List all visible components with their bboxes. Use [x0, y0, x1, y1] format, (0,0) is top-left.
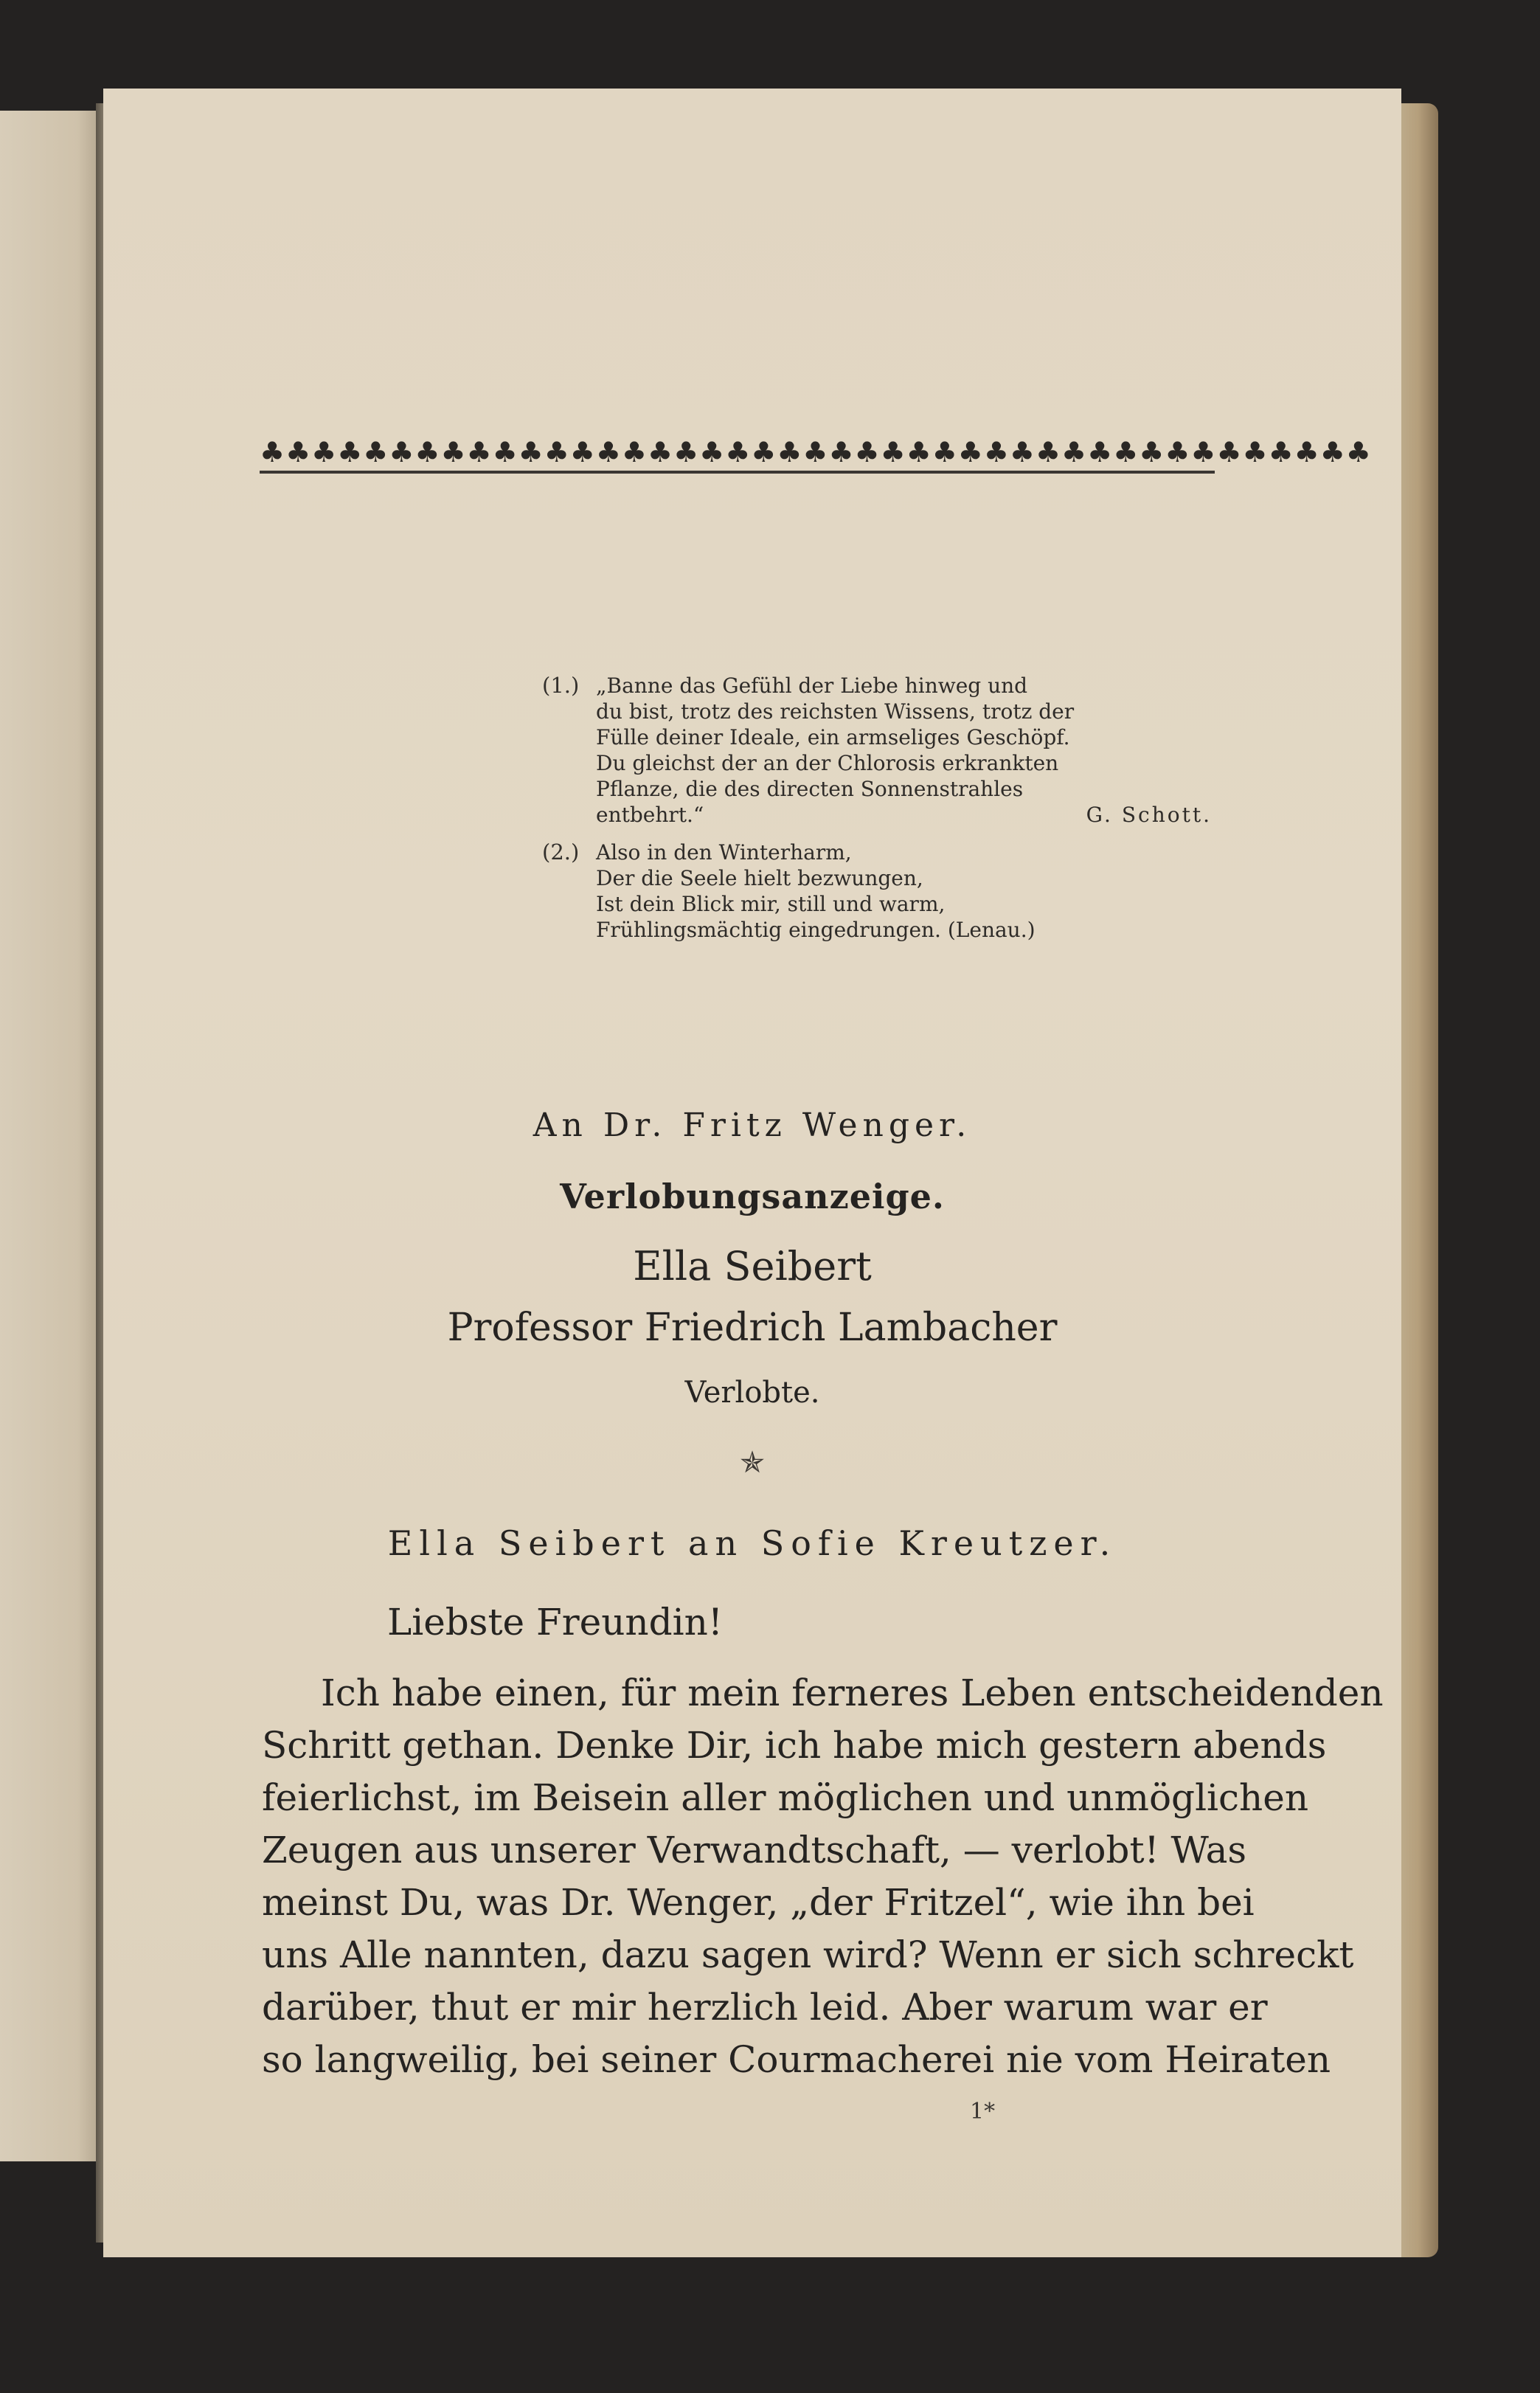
footnote-1-line: Pflanze, die des directen Sonnenstrahles: [596, 777, 1024, 801]
star-ornament-icon: ✯: [740, 1446, 765, 1480]
footnote-1-line: du bist, trotz des reichsten Wissens, trotz der: [596, 699, 1075, 724]
announcement-title: Verlobungsanzeige.: [560, 1177, 945, 1216]
name-friedrich-lambacher: Professor Friedrich Lambacher: [447, 1306, 1058, 1350]
letter-body: [262, 1667, 1384, 2086]
body-line: so langweilig, bei seiner Courmacherei nie vom Heiraten: [262, 2038, 1331, 2081]
footnote-2: [596, 839, 1212, 943]
letter-heading: Ella Seibert an Sofie Kreutzer.: [387, 1523, 1117, 1563]
footnote-2-line: Frühlingsmächtig eingedrungen. (Lenau.): [596, 918, 1036, 942]
signature-mark: 1*: [970, 2099, 996, 2124]
name-ella-seibert: Ella Seibert: [633, 1243, 872, 1289]
salutation: Liebste Freundin!: [387, 1601, 723, 1644]
footnote-1-line: Du gleichst der an der Chlorosis erkrankten: [596, 751, 1059, 775]
body-line: Ich habe einen, für mein ferneres Leben entscheidenden: [321, 1672, 1384, 1714]
engaged-label: Verlobte.: [684, 1376, 820, 1410]
footnote-1-line: Fülle deiner Ideale, ein armseliges Geschöpf.: [596, 725, 1070, 749]
body-line: darüber, thut er mir herzlich leid. Aber warum war er: [262, 1986, 1268, 2029]
footnote-1-ending: entbehrt.“: [596, 803, 704, 827]
footnote-2-line: Der die Seele hielt bezwungen,: [596, 866, 923, 890]
footnote-1-line: „Banne das Gefühl der Liebe hinweg und: [596, 673, 1028, 698]
footnote-2-line: Ist dein Blick mir, still und warm,: [596, 892, 946, 916]
address-heading: An Dr. Fritz Wenger.: [533, 1107, 972, 1144]
body-line: feierlichst, im Beisein aller möglichen und unmöglichen: [262, 1776, 1309, 1819]
body-line: meinst Du, was Dr. Wenger, „der Fritzel“, wie ihn bei: [262, 1881, 1255, 1924]
footnote-1: [596, 673, 1212, 828]
footnote-2-number: (2.): [542, 839, 580, 865]
footnote-1-number: (1.): [542, 673, 580, 698]
footnote-1-last-line: [596, 802, 1212, 828]
body-line: uns Alle nannten, dazu sagen wird? Wenn er sich schreckt: [262, 1933, 1354, 1976]
footnote-2-line: Also in den Winterharm,: [596, 840, 852, 865]
ornament-rule: [260, 471, 1215, 474]
left-page-edge: [0, 111, 111, 2161]
ornament-border: ♣♣♣♣♣♣♣♣♣♣♣♣♣♣♣♣♣♣♣♣♣♣♣♣♣♣♣♣♣♣♣♣♣♣♣♣♣♣♣♣♣♣♣: [260, 436, 1372, 468]
footnote-1-author: G. Schott.: [1086, 803, 1212, 827]
body-line: Zeugen aus unserer Verwandtschaft, — verlobt! Was: [262, 1829, 1247, 1871]
book-page: [103, 89, 1401, 2257]
body-line: Schritt gethan. Denke Dir, ich habe mich gestern abends: [262, 1724, 1327, 1767]
